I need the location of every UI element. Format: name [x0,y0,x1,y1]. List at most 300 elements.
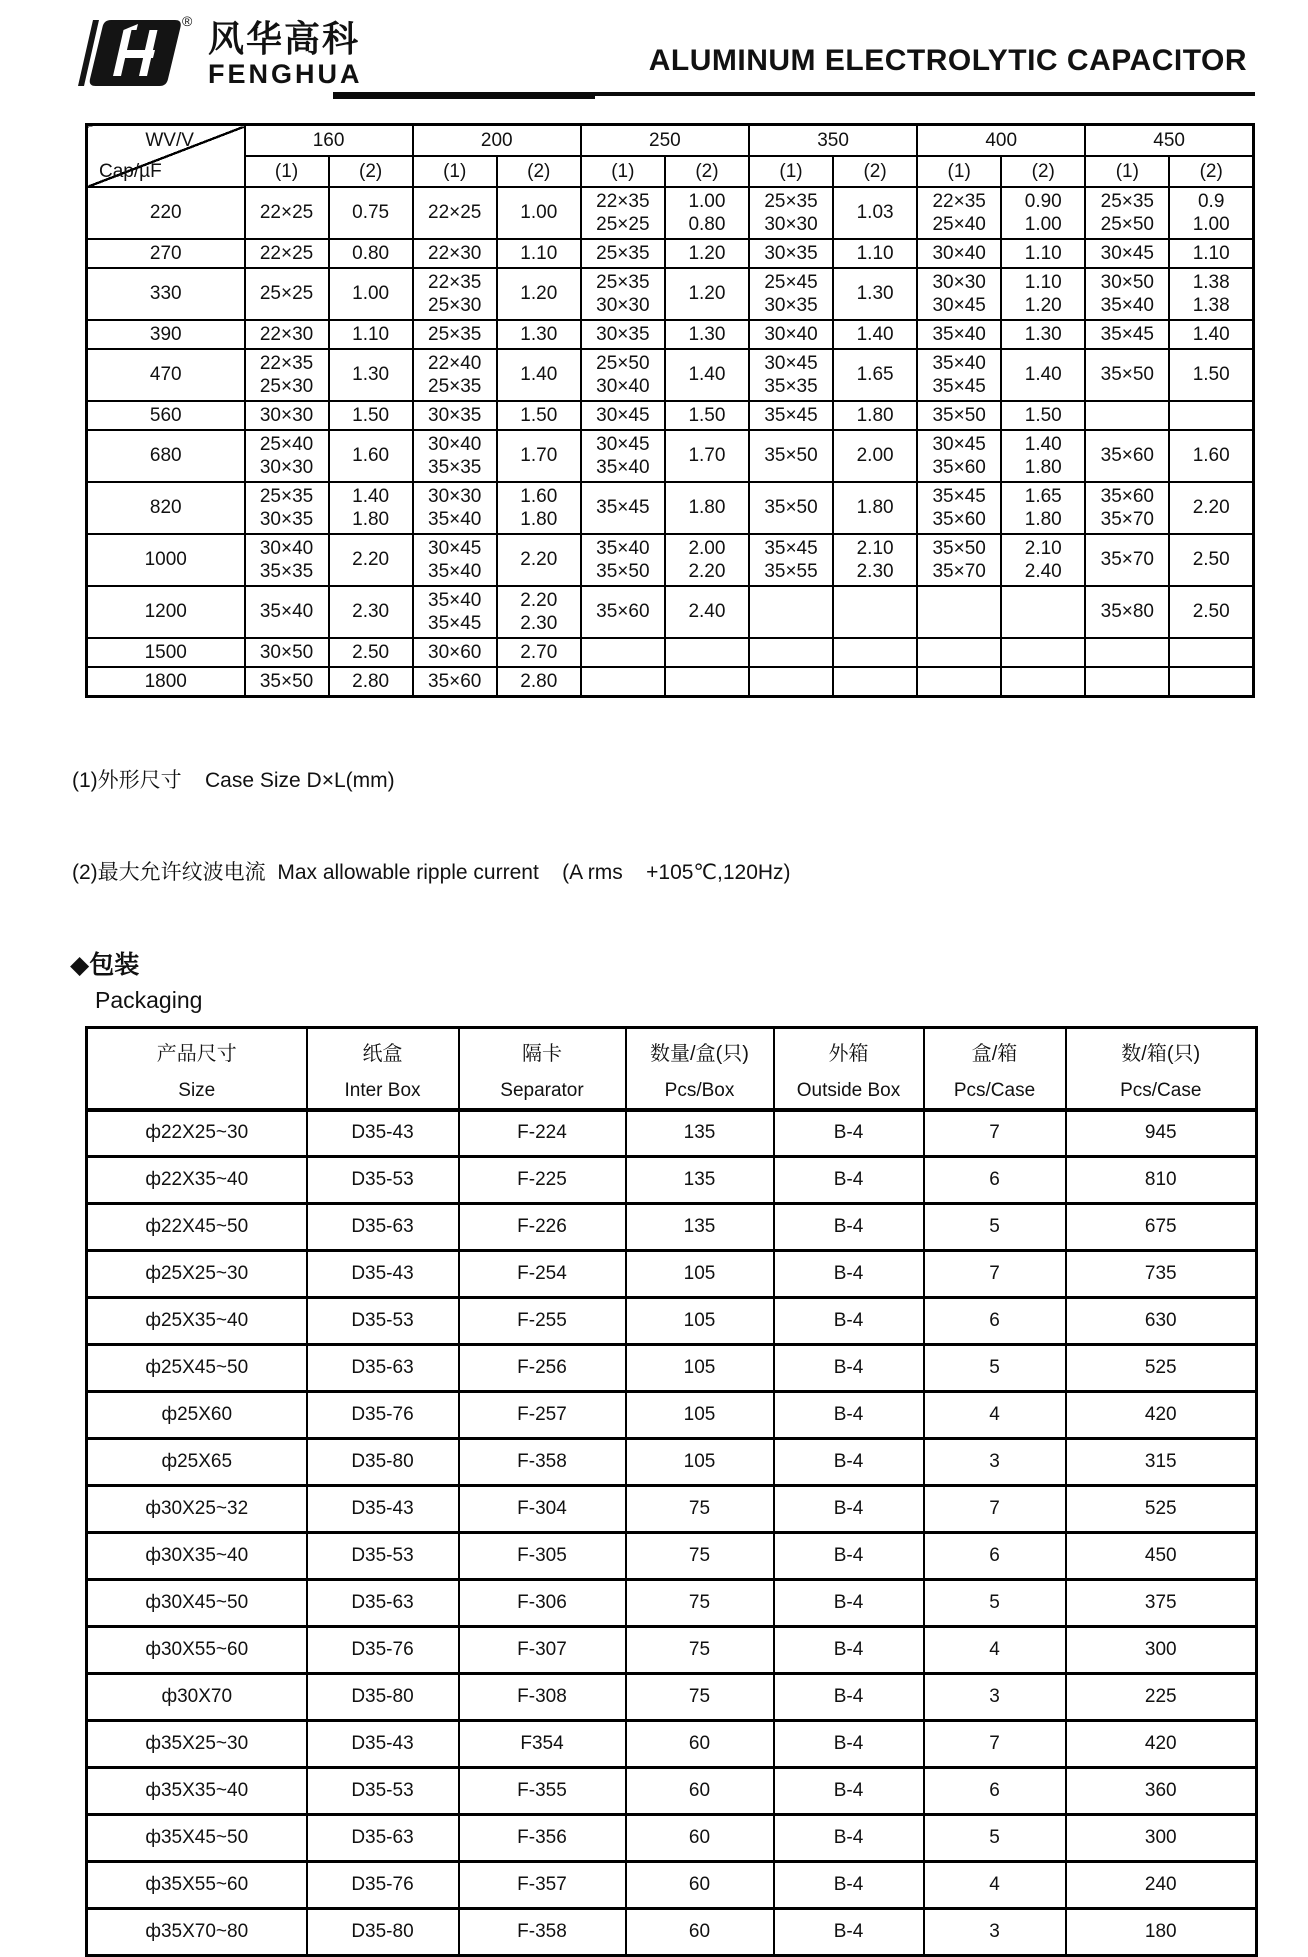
cap-data-cell: 22×40 25×35 [413,349,497,401]
cap-data-cell [1001,638,1085,667]
packaging-data-cell: 105 [626,1392,774,1439]
pkg-header-size-cn: 产品尺寸 [156,1042,237,1065]
packaging-table-row [87,1721,1257,1768]
cap-data-cell: 1.80 [833,482,917,534]
cap-value-cell: 1000 [87,534,245,586]
packaging-table-row [87,1909,1257,1956]
packaging-table [85,1026,1258,1957]
cap-data-cell: 1.60 [1169,430,1253,482]
cap-data-cell: 1.40 1.80 [329,482,413,534]
cap-data-cell: 1.40 [1169,320,1253,349]
packaging-data-cell: D35-63 [307,1204,459,1251]
cap-data-cell: 1.40 [1001,349,1085,401]
cap-data-cell: 30×30 35×40 [413,482,497,534]
packaging-data-cell: D35-43 [307,1110,459,1157]
packaging-data-cell: 7 [924,1486,1066,1533]
cap-table-row [87,268,1254,320]
packaging-data-cell: 4 [924,1862,1066,1909]
cap-data-cell: 1.60 [329,430,413,482]
packaging-data-cell: ф25X65 [87,1439,307,1486]
cap-data-cell: 1.30 [665,320,749,349]
cap-data-cell [1085,638,1169,667]
packaging-data-cell: D35-63 [307,1815,459,1862]
subcol-2: (2) [1001,156,1085,186]
voltage-header-400: 400 [917,125,1085,157]
packaging-data-cell: 630 [1066,1298,1257,1345]
subcol-1: (1) [245,156,329,186]
cap-data-cell: 2.20 2.30 [497,586,581,638]
cap-data-cell: 2.40 [665,586,749,638]
packaging-data-cell: D35-80 [307,1439,459,1486]
packaging-data-cell: F-357 [459,1862,626,1909]
packaging-data-cell: 180 [1066,1909,1257,1956]
packaging-data-cell: 75 [626,1533,774,1580]
cap-data-cell: 2.70 [497,638,581,667]
cap-data-cell: 1.80 [833,401,917,430]
cap-data-cell [665,638,749,667]
packaging-data-cell: B-4 [774,1533,924,1580]
header-rule-thin-segment [595,92,1255,96]
cap-data-cell: 1.10 [329,320,413,349]
cap-data-cell: 30×30 [245,401,329,430]
packaging-table-row [87,1815,1257,1862]
packaging-data-cell: F-257 [459,1392,626,1439]
voltage-header-200: 200 [413,125,581,157]
cap-value-cell: 1500 [87,638,245,667]
cap-data-cell: 1.00 [497,187,581,239]
packaging-data-cell: ф35X45~50 [87,1815,307,1862]
packaging-data-cell: D35-43 [307,1721,459,1768]
packaging-table-row [87,1627,1257,1674]
packaging-data-cell: F-355 [459,1768,626,1815]
pkg-header-separator-cn: 隔卡 [522,1042,562,1065]
packaging-data-cell: 6 [924,1533,1066,1580]
cap-table-row [87,586,1254,638]
cap-table-row [87,638,1254,667]
cap-table-body [87,187,1254,697]
pkg-header-outside-box [774,1027,924,1110]
packaging-data-cell: 300 [1066,1815,1257,1862]
cap-data-cell: 1.10 1.20 [1001,268,1085,320]
packaging-data-cell: D35-76 [307,1627,459,1674]
pkg-header-pcs-box [626,1027,774,1110]
subcol-1: (1) [917,156,1001,186]
cap-data-cell: 2.00 [833,430,917,482]
cap-data-cell: 25×35 30×35 [245,482,329,534]
cap-data-cell: 1.65 [833,349,917,401]
packaging-data-cell: 60 [626,1909,774,1956]
cap-data-cell: 30×40 [749,320,833,349]
cap-data-cell: 1.50 [497,401,581,430]
packaging-data-cell: F-226 [459,1204,626,1251]
pkg-header-separator [459,1027,626,1110]
packaging-data-cell: ф22X35~40 [87,1157,307,1204]
cap-data-cell: 1.65 1.80 [1001,482,1085,534]
packaging-data-cell: 135 [626,1110,774,1157]
corner-cell [87,125,245,187]
cap-data-cell [833,638,917,667]
fenghua-logo-text [208,20,363,88]
cap-data-cell: 2.10 2.30 [833,534,917,586]
packaging-data-cell: D35-80 [307,1909,459,1956]
cap-data-cell: 35×45 [749,401,833,430]
cap-data-cell: 1.00 [329,268,413,320]
packaging-data-cell: 945 [1066,1110,1257,1157]
cap-data-cell: 30×60 [413,638,497,667]
cap-data-cell: 30×30 30×45 [917,268,1001,320]
cap-data-cell: 35×60 [581,586,665,638]
packaging-data-cell: 75 [626,1486,774,1533]
packaging-data-cell: 60 [626,1721,774,1768]
cap-data-cell [1169,667,1253,697]
cap-data-cell [833,586,917,638]
header-rule [333,92,1255,99]
cap-data-cell: 30×45 35×40 [413,534,497,586]
cap-data-cell: 25×50 30×40 [581,349,665,401]
packaging-table-row [87,1439,1257,1486]
packaging-data-cell: ф35X55~60 [87,1862,307,1909]
packaging-data-cell: 105 [626,1439,774,1486]
pkg-header-size-en: Size [178,1079,216,1101]
pkg-header-inter-box-cn: 纸盒 [362,1042,403,1065]
packaging-data-cell: ф30X45~50 [87,1580,307,1627]
cap-value-cell: 270 [87,239,245,268]
cap-data-cell: 35×60 35×70 [1085,482,1169,534]
cap-data-cell: 1.10 [497,239,581,268]
pkg-header-pcs-case [1066,1027,1257,1110]
cap-data-cell: 35×45 [581,482,665,534]
packaging-data-cell: F354 [459,1721,626,1768]
packaging-data-cell: ф35X70~80 [87,1909,307,1956]
cap-data-cell: 25×35 30×30 [581,268,665,320]
pkg-header-size [87,1027,307,1110]
packaging-data-cell: B-4 [774,1157,924,1204]
cap-data-cell: 30×45 35×35 [749,349,833,401]
packaging-heading-chinese: ◆包装 [70,950,140,979]
packaging-data-cell: B-4 [774,1204,924,1251]
packaging-data-cell: B-4 [774,1627,924,1674]
cap-data-cell: 2.50 [329,638,413,667]
subcol-1: (1) [1085,156,1169,186]
packaging-data-cell: D35-53 [307,1768,459,1815]
cap-data-cell: 1.20 [665,239,749,268]
cap-data-cell: 35×40 35×50 [581,534,665,586]
cap-data-cell: 22×30 [245,320,329,349]
cap-data-cell: 35×50 [749,482,833,534]
packaging-data-cell: ф30X25~32 [87,1486,307,1533]
fenghua-logo-icon [70,14,198,92]
cap-data-cell [749,667,833,697]
packaging-data-cell: ф22X45~50 [87,1204,307,1251]
footnote-ripple-current: (2)最大允许纹波电流 Max allowable ripple current (A rms +105℃,120Hz) [72,860,791,884]
packaging-data-cell: 525 [1066,1345,1257,1392]
packaging-data-cell: F-356 [459,1815,626,1862]
voltage-header-row [87,125,1254,157]
cap-data-cell [665,667,749,697]
cap-data-cell: 2.20 [1169,482,1253,534]
voltage-header-450: 450 [1085,125,1253,157]
packaging-data-cell: 3 [924,1439,1066,1486]
packaging-table-row [87,1862,1257,1909]
cap-data-cell: 2.00 2.20 [665,534,749,586]
cap-data-cell: 35×50 [1085,349,1169,401]
cap-value-cell: 220 [87,187,245,239]
voltage-header-350: 350 [749,125,917,157]
subcol-1: (1) [581,156,665,186]
cap-data-cell: 1.50 [1169,349,1253,401]
packaging-data-cell: 735 [1066,1251,1257,1298]
cap-data-cell: 1.00 0.80 [665,187,749,239]
packaging-data-cell: 300 [1066,1627,1257,1674]
pkg-header-pcs-case-cn: 数/箱(只) [1121,1042,1201,1065]
cap-data-cell [1085,667,1169,697]
packaging-data-cell: 60 [626,1862,774,1909]
packaging-data-cell: B-4 [774,1862,924,1909]
packaging-data-cell: 7 [924,1110,1066,1157]
cap-data-cell: 35×50 [245,667,329,697]
packaging-table-row [87,1345,1257,1392]
cap-data-cell: 1.40 [497,349,581,401]
packaging-data-cell: 450 [1066,1533,1257,1580]
cap-data-cell: 2.10 2.40 [1001,534,1085,586]
packaging-data-cell: 105 [626,1298,774,1345]
packaging-heading-english: Packaging [95,986,203,1013]
packaging-data-cell: F-255 [459,1298,626,1345]
registered-mark-glyph: ® [182,14,193,29]
cap-data-cell: 0.9 1.00 [1169,187,1253,239]
packaging-data-cell: 675 [1066,1204,1257,1251]
cap-data-cell [833,667,917,697]
corner-label-wvv: WV/V [145,130,194,151]
cap-data-cell: 1.10 [833,239,917,268]
packaging-data-cell: 105 [626,1251,774,1298]
packaging-table-row [87,1533,1257,1580]
packaging-data-cell: D35-76 [307,1862,459,1909]
subcol-2: (2) [833,156,917,186]
cap-data-cell [917,638,1001,667]
cap-data-cell: 1.70 [665,430,749,482]
cap-data-cell: 2.20 [497,534,581,586]
packaging-data-cell: 75 [626,1627,774,1674]
cap-data-cell: 30×35 [749,239,833,268]
pkg-header-inter-box-en: Inter Box [344,1079,421,1101]
packaging-data-cell: ф35X35~40 [87,1768,307,1815]
cap-table-row [87,430,1254,482]
packaging-data-cell: 5 [924,1580,1066,1627]
packaging-data-cell: 6 [924,1157,1066,1204]
packaging-data-cell: D35-43 [307,1251,459,1298]
pkg-header-separator-en: Separator [500,1079,584,1101]
packaging-data-cell: 5 [924,1815,1066,1862]
packaging-data-cell: 3 [924,1674,1066,1721]
packaging-data-cell: D35-53 [307,1533,459,1580]
cap-data-cell: 35×40 35×45 [413,586,497,638]
packaging-data-cell: 375 [1066,1580,1257,1627]
page-title: ALUMINUM ELECTROLYTIC CAPACITOR [648,44,1247,77]
packaging-data-cell: B-4 [774,1721,924,1768]
packaging-data-cell: B-4 [774,1345,924,1392]
cap-data-cell: 1.30 [497,320,581,349]
cap-data-cell: 22×30 [413,239,497,268]
packaging-data-cell: 6 [924,1768,1066,1815]
cap-value-cell: 820 [87,482,245,534]
packaging-data-cell: ф30X55~60 [87,1627,307,1674]
packaging-data-cell: 3 [924,1909,1066,1956]
cap-data-cell: 22×35 25×30 [413,268,497,320]
subcolumn-header-row [87,156,1254,186]
packaging-data-cell: ф25X60 [87,1392,307,1439]
cap-data-cell: 2.50 [1169,534,1253,586]
cap-data-cell: 1.30 [833,268,917,320]
cap-value-cell: 330 [87,268,245,320]
packaging-data-cell: B-4 [774,1298,924,1345]
cap-data-cell [1169,638,1253,667]
cap-data-cell: 1.38 1.38 [1169,268,1253,320]
packaging-data-cell: ф30X70 [87,1674,307,1721]
packaging-data-cell: F-256 [459,1345,626,1392]
cap-data-cell: 1.50 [1001,401,1085,430]
packaging-data-cell: 360 [1066,1768,1257,1815]
packaging-data-cell: ф25X45~50 [87,1345,307,1392]
pkg-header-box-case-en: Pcs/Case [953,1079,1036,1101]
cap-data-cell: 1.40 [665,349,749,401]
cap-data-cell: 2.80 [497,667,581,697]
packaging-data-cell: D35-53 [307,1298,459,1345]
fenghua-logo [70,14,363,92]
page-header [0,0,1308,88]
packaging-data-cell: 7 [924,1721,1066,1768]
cap-data-cell: 0.80 [329,239,413,268]
subcol-2: (2) [1169,156,1253,186]
packaging-data-cell: 420 [1066,1392,1257,1439]
cap-data-cell: 35×50 [749,430,833,482]
subcol-2: (2) [665,156,749,186]
cap-data-cell [749,586,833,638]
cap-data-cell [581,667,665,697]
packaging-header-row [87,1027,1257,1110]
packaging-table-row [87,1392,1257,1439]
packaging-table-body [87,1110,1257,1956]
cap-data-cell: 1.10 [1169,239,1253,268]
cap-data-cell: 1.30 [1001,320,1085,349]
packaging-data-cell: B-4 [774,1392,924,1439]
cap-data-cell: 22×35 25×40 [917,187,1001,239]
cap-data-cell: 25×40 30×30 [245,430,329,482]
cap-value-cell: 1200 [87,586,245,638]
cap-data-cell: 25×35 [581,239,665,268]
cap-data-cell: 35×50 [917,401,1001,430]
packaging-data-cell: 420 [1066,1721,1257,1768]
cap-data-cell: 2.80 [329,667,413,697]
cap-data-cell: 22×35 25×25 [581,187,665,239]
cap-data-cell: 35×40 35×45 [917,349,1001,401]
pkg-header-outside-box-cn: 外箱 [828,1042,869,1065]
packaging-data-cell: D35-63 [307,1345,459,1392]
cap-data-cell: 30×50 35×40 [1085,268,1169,320]
packaging-data-cell: F-224 [459,1110,626,1157]
header-rule-thick-segment [333,92,595,99]
cap-data-cell: 35×40 [917,320,1001,349]
cap-data-cell: 1.80 [665,482,749,534]
cap-data-cell: 30×45 [581,401,665,430]
packaging-data-cell: 7 [924,1251,1066,1298]
cap-data-cell: 2.30 [329,586,413,638]
subcol-2: (2) [497,156,581,186]
cap-data-cell: 30×40 35×35 [413,430,497,482]
subcol-1: (1) [749,156,833,186]
cap-data-cell: 30×40 35×35 [245,534,329,586]
cap-data-cell: 35×80 [1085,586,1169,638]
cap-data-cell [581,638,665,667]
packaging-data-cell: 6 [924,1298,1066,1345]
pkg-header-box-case [924,1027,1066,1110]
packaging-data-cell: 810 [1066,1157,1257,1204]
packaging-data-cell: 60 [626,1768,774,1815]
corner-label-cap: Cap/µF [99,160,162,182]
cap-data-cell: 1.40 [833,320,917,349]
packaging-data-cell: D35-53 [307,1157,459,1204]
packaging-data-cell: B-4 [774,1439,924,1486]
packaging-data-cell: ф30X35~40 [87,1533,307,1580]
cap-table-row [87,667,1254,697]
footnotes [0,698,1308,919]
cap-data-cell: 1.20 [497,268,581,320]
cap-data-cell: 1.03 [833,187,917,239]
cap-table-row [87,239,1254,268]
packaging-data-cell: D35-43 [307,1486,459,1533]
cap-data-cell: 1.50 [665,401,749,430]
packaging-data-cell: ф22X25~30 [87,1110,307,1157]
packaging-data-cell: F-305 [459,1533,626,1580]
cap-value-cell: 1800 [87,667,245,697]
packaging-data-cell: D35-80 [307,1674,459,1721]
cap-table-row [87,320,1254,349]
packaging-data-cell: 240 [1066,1862,1257,1909]
cap-value-cell: 470 [87,349,245,401]
cap-data-cell: 35×50 35×70 [917,534,1001,586]
packaging-data-cell: B-4 [774,1815,924,1862]
packaging-data-cell: D35-63 [307,1580,459,1627]
packaging-table-row [87,1486,1257,1533]
cap-data-cell: 0.75 [329,187,413,239]
footnote-case-size: (1)外形尺寸 Case Size D×L(mm) [72,769,395,793]
capacitance-ripple-table [85,123,1255,698]
cap-data-cell: 30×50 [245,638,329,667]
packaging-data-cell: 135 [626,1157,774,1204]
packaging-data-cell: F-304 [459,1486,626,1533]
packaging-data-cell: ф25X25~30 [87,1251,307,1298]
packaging-data-cell: B-4 [774,1110,924,1157]
cap-data-cell: 35×40 [245,586,329,638]
packaging-table-row [87,1157,1257,1204]
logo-chinese-name: 风华高科 [208,18,361,59]
cap-data-cell: 1.10 [1001,239,1085,268]
packaging-data-cell: B-4 [774,1674,924,1721]
cap-data-cell [917,667,1001,697]
voltage-header-160: 160 [245,125,413,157]
cap-data-cell: 30×40 [917,239,1001,268]
pkg-header-pcs-box-cn: 数量/盒(只) [650,1042,749,1065]
packaging-data-cell: B-4 [774,1580,924,1627]
cap-data-cell: 25×35 30×30 [749,187,833,239]
cap-value-cell: 560 [87,401,245,430]
packaging-data-cell: 4 [924,1627,1066,1674]
packaging-data-cell: F-308 [459,1674,626,1721]
cap-data-cell: 22×35 25×30 [245,349,329,401]
packaging-data-cell: 225 [1066,1674,1257,1721]
packaging-table-row [87,1298,1257,1345]
cap-table-row [87,401,1254,430]
